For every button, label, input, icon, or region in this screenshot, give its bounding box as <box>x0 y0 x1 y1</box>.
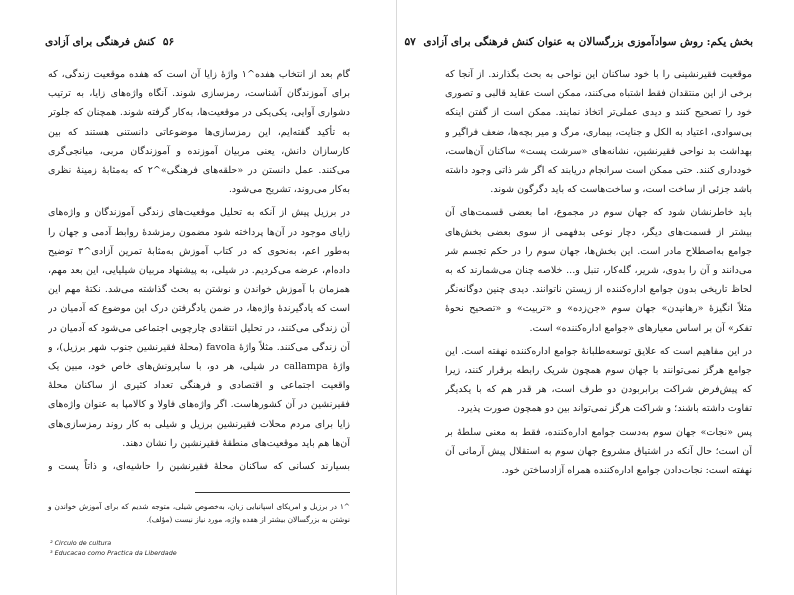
footnotes <box>48 500 350 526</box>
right-page-body <box>445 65 752 521</box>
footnote: ^۱ در برزیل و امریکای اسپانیایی زبان، به‌خصوص شیلی، متوجه شدیم که برای آموزش خواندن و نوشتن به بزرگسالان بیشتر از هفده واژه، مورد نیاز نیست (مؤلف). <box>48 502 350 524</box>
paragraph: موقعیت فقیرنشینی را با خود ساکنان این نواحی به بحث بگذارند. از آنجا که برخی از این منتقدان فقط اشتباه می‌کنند، ممکن است عقاید قالبی و تصوری خود را تصحیح کنند و دیدی عملی‌تر اتخاذ نمایند. ممکن است از گفتن اینکه بی‌سوادی، اعتیاد به الکل و جنایت، بیماری، مرگ و میر بچه‌ها، ضعف فراگیر و بهداشت بد نواحی فقیرنشین، نشانه‌های «سرشت پست» ساکنان آن‌هاست، خودداری کنند. حتی ممکن است سرانجام دریابند که اگر شر ذاتی وجود داشته باشد جزئی از ساخت است، و ساخت‌هاست که باید دگرگون شوند. <box>445 69 752 196</box>
right-page <box>397 0 794 595</box>
paragraph: پس «نجات» جهان سوم به‌دست جوامع اداره‌کننده، فقط به معنی سلطهٔ بر آن است؛ حال آنکه در اشتیاق مشروع جهان سوم به استقلال پیش آرمانی آن نهفته است: نجات‌دادن جوامع اداره‌کننده همراه آزادساختن خود. <box>445 426 752 477</box>
latin-footnote: ³ Educacao como Practica da Liberdade <box>50 549 177 557</box>
latin-footnote: ² Circulo de cultura <box>50 539 112 547</box>
right-page-number: ۵۷ <box>404 36 416 48</box>
paragraph: باید خاطرنشان شود که جهان سوم در مجموع، اما بعضی قسمت‌های آن بیشتر از قسمت‌های دیگر، دچار نوعی بدفهمی از سوی بعضی بخش‌های جوامع به‌اصطلاح مادر است. این بخش‌ها، جهان سوم را در حکم تجسم شر می‌دانند و آن را بدوی، شریر، گله‌کار، تنبل و... خلاصه چنان می‌شمارند که به لحاظ تاریخی بدون جوامع اداره‌کننده از زیستن ناتوانند. دیدی چنین دوگانه‌نگر مثلاً انگیزهٔ «رهانیدن» جهان سوم «جن‌زده» و «تربیت» و «تصحیح نحوهٔ تفکر» آن بر اساس معیارهای «جوامع اداره‌کننده» است. <box>445 207 752 334</box>
footnote-divider <box>195 492 350 493</box>
paragraph: در برزیل پیش از آنکه به تحلیل موقعیت‌های زندگی آموزندگان و واژه‌های زایای موجود در آن‌ها پرداخته شود مضمون رمزشدهٔ روابط آدمی و جهان را به‌طور اعم، به‌نحوی که در کتاب آموزش به‌مثابهٔ تمرین آزادی^۳ توضیح داده‌ام، عرضه می‌کردیم. در شیلی، به پیشنهاد مربیان شیلیایی، این بعد مهم، همزمان با آموزش خواندن و نوشتن به بحث گذاشته می‌شد. نکتهٔ مهم این است که یادگیرندهٔ واژه‌ها، در ضمن یادگرفتن درک این موضوع که آدمیان در آن زندگی می‌کنند، در تحلیل انتقادی چارچوبی اجتماعی می‌شود که آدمیان در آن زندگی می‌کنند. مثلاً واژهٔ favola (محلهٔ فقیرنشین جنوب شهر برزیل)، و واژهٔ callampa در شیلی، هر دو، با ساپرونش‌های خاص خود، مبین یک واقعیت اجتماعی و اقتصادی و فرهنگی تعداد کثیری از ساکنان محلهٔ فقیرنشین در آن کشورهاست. اگر واژه‌های فاولا و کالامپا به عنوان واژه‌های زایا برای مردم محلات فقیرنشین برزیل و شیلی به کار روند رمزسازی‌های آن‌ها هم باید موقعیت‌های منطقهٔ فقیرنشین را نشان دهند. <box>48 207 350 449</box>
latin-footnotes <box>50 538 300 558</box>
left-page-body <box>48 65 350 475</box>
paragraph: در این مفاهیم است که علایق توسعه‌طلبانهٔ جوامع اداره‌کننده نهفته است. این جوامع هرگز نمی‌توانند با جهان سوم همچون شریک رابطه برقرار کنند، زیرا که پیش‌فرض شراکت برابربودن دو طرف است، هر قدر هم که با یکدیگر تفاوت داشته باشند؛ و شراکت هرگز نمی‌تواند بین دو همچون صورت پذیرد. <box>445 345 752 415</box>
paragraph: گام بعد از انتخاب هفده^۱ واژهٔ زایا آن است که هفده موقعیت زندگی، که برای آموزندگان آشناست، رمزسازی شوند. آنگاه واژه‌های زایا، به ترتیب دشواری آوایی، یکی‌یکی در موقعیت‌ها، به‌کار گرفته شوند. همچنان که جلوتر به تأکید گفته‌ایم، این رمزسازی‌ها موضوعاتی دانستنی هستند که بین کارسازان دانش، یعنی مربیان آموزنده و آموزندگان مربی، میانجی‌گری می‌کنند. عمل دانستن در «حلقه‌های فرهنگی»^۲ که به‌مثابهٔ زمینهٔ نظری به‌کار می‌روند، تشریح می‌شود. <box>48 69 350 196</box>
left-page-number: ۵۶ <box>162 36 175 48</box>
left-page-header <box>45 36 349 52</box>
right-page-header <box>404 36 753 52</box>
paragraph: بسیارند کسانی که ساکنان محلهٔ فقیرنشین را حاشیه‌ای، و ذاتاً پست و <box>48 461 350 473</box>
right-running-title: بخش یکم: روش سوادآموزی بزرگسالان به عنوان کنش فرهنگی برای آزادی <box>423 36 753 48</box>
left-running-title: کنش فرهنگی برای آزادی <box>45 36 156 48</box>
